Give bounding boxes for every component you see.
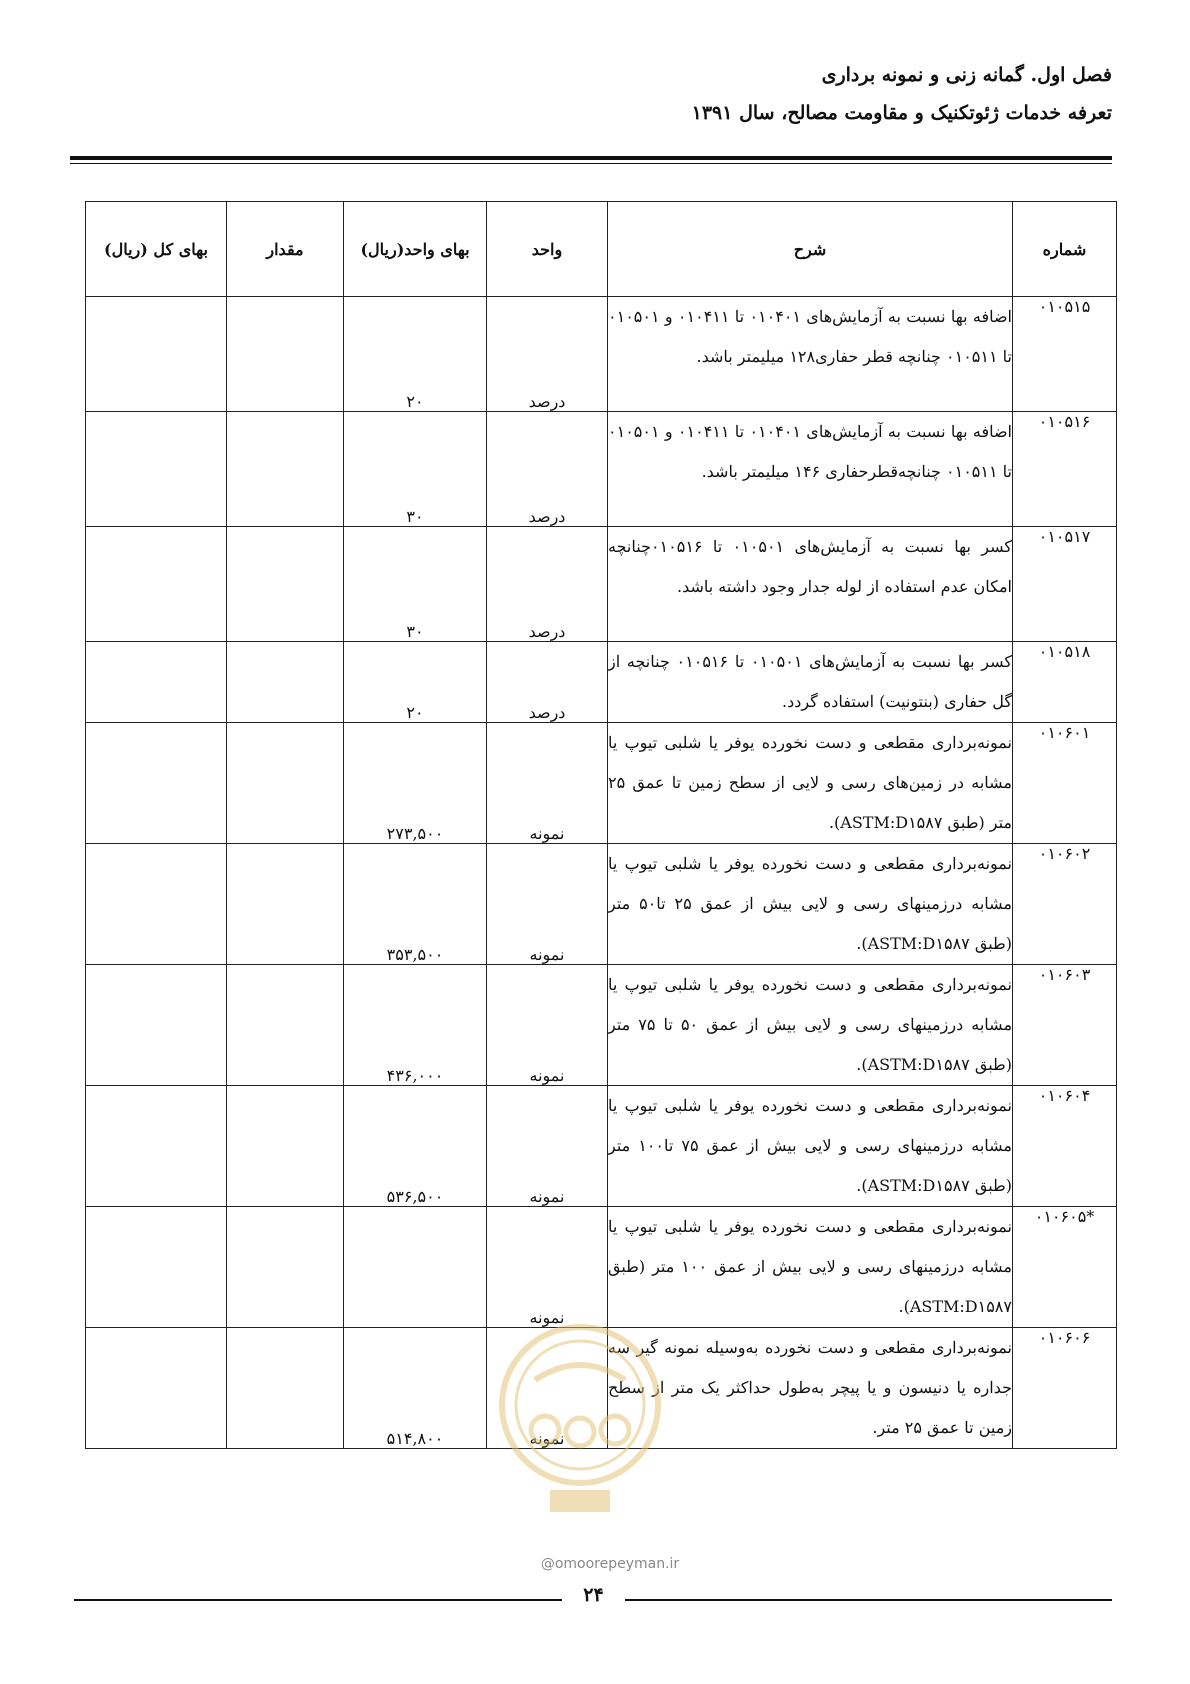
row-desc: نمونه‌برداری مقطعی و دست نخورده به‌وسیله نمونه گیر سه جداره یا دنیسون و یا پیچر به‌طول حداکثر یک متر از سطح زمین تا عمق ۲۵ متر. [608, 1328, 1013, 1449]
document-title: تعرفه خدمات ژئوتکنیک و مقاومت مصالح، سال ۱۳۹۱ [691, 102, 1112, 124]
row-total [86, 965, 227, 1086]
table-row [86, 527, 1117, 642]
row-desc: اضافه بها نسبت به آزمایش‌های ۰۱۰۴۰۱ تا ۰۱۰۴۱۱ و ۰۱۰۵۰۱ تا ۰۱۰۵۱۱ چنانچه‌قطرحفاری ۱۴۶ میلیمتر باشد. [608, 412, 1013, 527]
footer-rule-right [625, 1599, 1112, 1601]
row-price: ۲۷۳,۵۰۰ [344, 723, 487, 844]
row-code: ۰۱۰۶۰۶ [1013, 1328, 1117, 1449]
table-row [86, 642, 1117, 723]
site-watermark: @omoorepeyman.ir [540, 1556, 680, 1572]
table-row [86, 965, 1117, 1086]
col-header-total: بهای کل (ریال) [86, 202, 227, 297]
row-unit: نمونه [487, 723, 608, 844]
row-qty [227, 642, 344, 723]
col-header-desc: شرح [608, 202, 1013, 297]
row-total [86, 844, 227, 965]
page-number: ۲۴ [583, 1584, 604, 1606]
tariff-table [85, 201, 1117, 1449]
row-total [86, 642, 227, 723]
row-unit: درصد [487, 642, 608, 723]
row-unit: درصد [487, 297, 608, 412]
row-total [86, 1207, 227, 1328]
row-price: ۳۵۳,۵۰۰ [344, 844, 487, 965]
col-header-price: بهای واحد(ریال) [344, 202, 487, 297]
row-desc: نمونه‌برداری مقطعی و دست نخورده یوفر یا شلبی تیوپ یا مشابه درزمینهای رسی و لایی بیش از عمق ۵۰ تا ۷۵ متر (طبق ASTM:D۱۵۸۷). [608, 965, 1013, 1086]
table-row [86, 297, 1117, 412]
row-code: ۰۱۰۵۱۸ [1013, 642, 1117, 723]
row-price: ۲۰ [344, 297, 487, 412]
row-desc: کسر بها نسبت به آزمایش‌های ۰۱۰۵۰۱ تا ۰۱۰۵۱۶ چنانچه از گل حفاری (بنتونیت) استفاده گردد. [608, 642, 1013, 723]
row-price: ۵۱۴,۸۰۰ [344, 1328, 487, 1449]
row-code: ۰۱۰۶۰۴ [1013, 1086, 1117, 1207]
row-qty [227, 1086, 344, 1207]
row-qty [227, 1328, 344, 1449]
row-qty [227, 965, 344, 1086]
row-total [86, 723, 227, 844]
row-code: *۰۱۰۶۰۵ [1013, 1207, 1117, 1328]
row-qty [227, 844, 344, 965]
row-code: ۰۱۰۶۰۲ [1013, 844, 1117, 965]
row-unit: نمونه [487, 965, 608, 1086]
row-qty [227, 527, 344, 642]
footer-rule-left [74, 1599, 562, 1601]
table-header-row [86, 202, 1117, 297]
row-qty [227, 297, 344, 412]
table-row [86, 844, 1117, 965]
row-code: ۰۱۰۶۰۳ [1013, 965, 1117, 1086]
row-price [344, 1207, 487, 1328]
table-row [86, 412, 1117, 527]
row-qty [227, 723, 344, 844]
row-unit: نمونه [487, 1086, 608, 1207]
row-code: ۰۱۰۵۱۵ [1013, 297, 1117, 412]
chapter-title: فصل اول. گمانه زنی و نمونه برداری [821, 64, 1112, 86]
row-price: ۳۰ [344, 527, 487, 642]
table-row [86, 723, 1117, 844]
row-total [86, 1328, 227, 1449]
row-unit: درصد [487, 527, 608, 642]
row-price: ۴۳۶,۰۰۰ [344, 965, 487, 1086]
row-price: ۲۰ [344, 642, 487, 723]
row-unit: درصد [487, 412, 608, 527]
row-unit: نمونه [487, 1207, 608, 1328]
row-desc: نمونه‌برداری مقطعی و دست نخورده یوفر یا شلبی تیوپ یا مشابه در زمین‌های رسی و لایی از سطح زمین تا عمق ۲۵ متر (طبق ASTM:D۱۵۸۷). [608, 723, 1013, 844]
row-code: ۰۱۰۵۱۶ [1013, 412, 1117, 527]
header-rule-thick [70, 156, 1112, 160]
row-price: ۵۳۶,۵۰۰ [344, 1086, 487, 1207]
row-desc: نمونه‌برداری مقطعی و دست نخورده یوفر یا شلبی تیوپ یا مشابه درزمینهای رسی و لایی بیش از عمق ۱۰۰ متر (طبق ASTM:D۱۵۸۷). [608, 1207, 1013, 1328]
row-total [86, 527, 227, 642]
row-code: ۰۱۰۵۱۷ [1013, 527, 1117, 642]
row-total [86, 412, 227, 527]
row-unit: نمونه [487, 844, 608, 965]
row-desc: اضافه بها نسبت به آزمایش‌های ۰۱۰۴۰۱ تا ۰۱۰۴۱۱ و ۰۱۰۵۰۱ تا ۰۱۰۵۱۱ چنانچه قطر حفاری۱۲۸ میلیمتر باشد. [608, 297, 1013, 412]
page-header [72, 58, 1112, 130]
row-qty [227, 1207, 344, 1328]
table-row [86, 1086, 1117, 1207]
row-total [86, 1086, 227, 1207]
table-row [86, 1328, 1117, 1449]
row-qty [227, 412, 344, 527]
table-row [86, 1207, 1117, 1328]
col-header-unit: واحد [487, 202, 608, 297]
row-desc: کسر بها نسبت به آزمایش‌های ۰۱۰۵۰۱ تا ۰۱۰۵۱۶چنانچه امکان عدم استفاده از لوله جدار وجود داشته باشد. [608, 527, 1013, 642]
row-desc: نمونه‌برداری مقطعی و دست نخورده یوفر یا شلبی تیوپ یا مشابه درزمینهای رسی و لایی بیش از عمق ۲۵ تا۵۰ متر (طبق ASTM:D۱۵۸۷). [608, 844, 1013, 965]
row-price: ۳۰ [344, 412, 487, 527]
col-header-qty: مقدار [227, 202, 344, 297]
col-header-code: شماره [1013, 202, 1117, 297]
row-code: ۰۱۰۶۰۱ [1013, 723, 1117, 844]
row-unit: نمونه [487, 1328, 608, 1449]
header-rule-thin [70, 163, 1112, 164]
row-total [86, 297, 227, 412]
row-desc: نمونه‌برداری مقطعی و دست نخورده یوفر یا شلبی تیوپ یا مشابه درزمینهای رسی و لایی بیش از عمق ۷۵ تا۱۰۰ متر (طبق ASTM:D۱۵۸۷). [608, 1086, 1013, 1207]
